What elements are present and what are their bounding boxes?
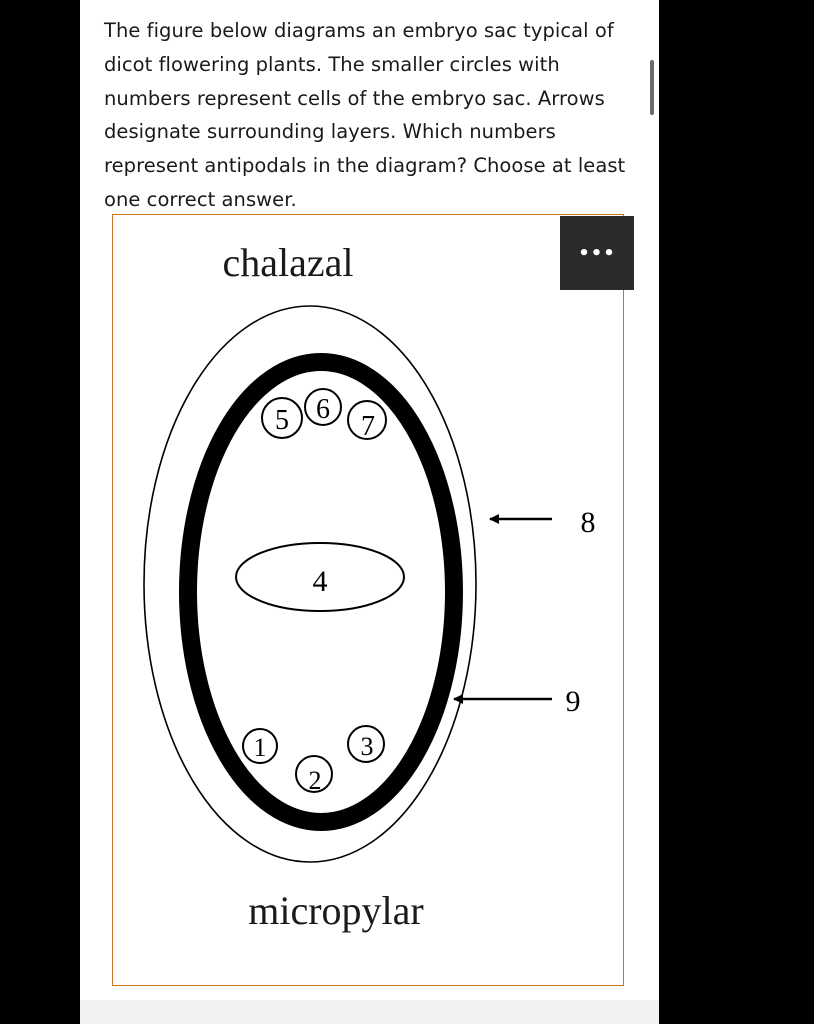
cell-6[interactable] xyxy=(305,389,341,425)
cell-6-label: 6 xyxy=(316,394,330,425)
cell-3[interactable] xyxy=(348,726,384,762)
arrow-8-label: 8 xyxy=(580,506,596,539)
bottom-strip xyxy=(80,1000,659,1024)
question-line: dicot flowering plants. The smaller circles with xyxy=(104,52,560,76)
more-options-button[interactable]: ••• xyxy=(560,216,634,290)
question-line: numbers represent cells of the embryo sac. Arrows xyxy=(104,86,605,110)
central-cell-label: 4 xyxy=(312,565,328,598)
cell-5-label: 5 xyxy=(275,405,289,436)
scrollbar-thumb[interactable] xyxy=(650,60,654,115)
cell-1[interactable] xyxy=(243,729,277,763)
micropylar-label: micropylar xyxy=(248,888,424,933)
question-line: The figure below diagrams an embryo sac typical of xyxy=(104,19,614,42)
cell-5[interactable] xyxy=(262,398,302,438)
arrow-9-label: 9 xyxy=(565,685,581,718)
question-line: designate surrounding layers. Which numbers xyxy=(104,120,556,144)
cell-7[interactable] xyxy=(348,401,386,442)
question-line: represent antipodals in the diagram? Choose at least xyxy=(104,154,626,178)
chalazal-label: chalazal xyxy=(222,240,354,285)
arrow-9 xyxy=(454,685,581,718)
arrow-8 xyxy=(490,506,596,539)
cell-2[interactable] xyxy=(296,756,332,795)
embryo-sac-diagram xyxy=(112,214,624,986)
cell-3-label: 3 xyxy=(360,732,374,761)
cell-2-label: 2 xyxy=(308,766,322,795)
question-line: one correct answer. xyxy=(104,187,297,211)
cell-7-label: 7 xyxy=(361,411,375,442)
central-cell[interactable] xyxy=(236,543,404,611)
cell-1-label: 1 xyxy=(253,733,267,762)
question-text xyxy=(104,14,644,217)
